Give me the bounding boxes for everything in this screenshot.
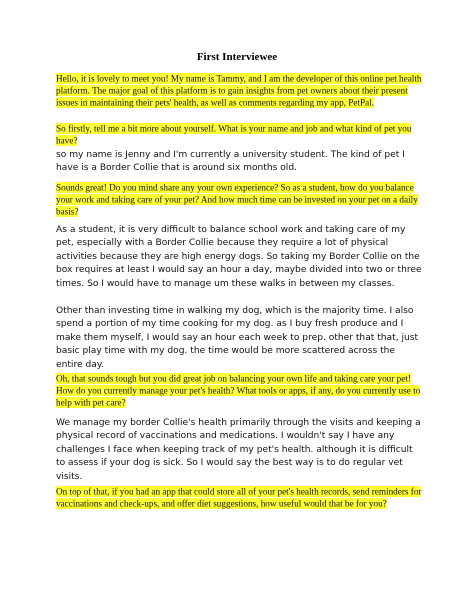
interviewee-answer-health-management <box>56 417 422 484</box>
highlighted-text: Hello, it is lovely to meet you! My name is Tammy, and I am the developer of this online pet health platform. The major goal of this platform is to gain insights from pet owners about their present issues in maintaining their pets' health, as well as comments regarding my app, PetPal. <box>56 73 422 108</box>
answer-text: We manage my border Collie's health primarily through the visits and keeping a physical record of vaccinations and medications. I wouldn't say I have any challenges I face when keeping track of my pet's health. although it is difficult to assess if your dog is sick. So I would say the best way is to do regular vet visits. <box>56 418 421 482</box>
highlighted-text: On top of that, if you had an app that could store all of your pet's health records, send reminders for vaccinations and check-ups, and offer diet suggestions, how useful would that be for you? <box>56 486 422 509</box>
answer-text: so my name is Jenny and I'm currently a university student. The kind of pet I have is a Border Collie that is around six months old. <box>56 150 405 174</box>
interviewee-answer-time <box>56 305 422 372</box>
answer-text: As a student, it is very difficult to balance school work and taking care of my pet, especially with a Border Collie because they require a lot of physical activities because they are high energy dogs. So taking my Border Collie on the box requires at least I would say an hour a day, maybe divided into two or three times. So I would have to manage um these walks in between my classes. <box>56 225 422 289</box>
page-title: First Interviewee <box>196 51 278 63</box>
interviewer-question-health-management <box>56 372 422 409</box>
interviewer-question-intro <box>56 72 422 109</box>
interviewer-question-balance <box>56 181 422 218</box>
interviewee-answer-introduction <box>56 149 422 176</box>
interviewee-answer-balance <box>56 224 422 291</box>
highlighted-text: Oh, that sounds tough but you did great job on balancing your own life and taking care your pet! How do you currently manage your pet's health? What tools or apps, if any, do you currently use to help with pet care? <box>56 373 421 408</box>
highlighted-text: Sounds great! Do you mind share any your own experience? So as a student, how do you balance your work and taking care of your pet? And how much time can be invested on your pet on a daily basis? <box>56 182 418 217</box>
answer-text: Other than investing time in walking my dog, which is the majority time. I also spend a portion of my time cooking for my dog. as I buy fresh produce and I make them myself, I would say an hour each week to prep. other that that, just basic play time with my dog. the time would be more scattered across the entire day. <box>56 306 419 370</box>
highlighted-text: So firstly, tell me a bit more about yourself. What is your name and job and what kind of pet you have? <box>56 123 412 146</box>
interviewer-question-app-usefulness <box>56 485 422 510</box>
interviewer-question-about-yourself <box>56 122 422 147</box>
